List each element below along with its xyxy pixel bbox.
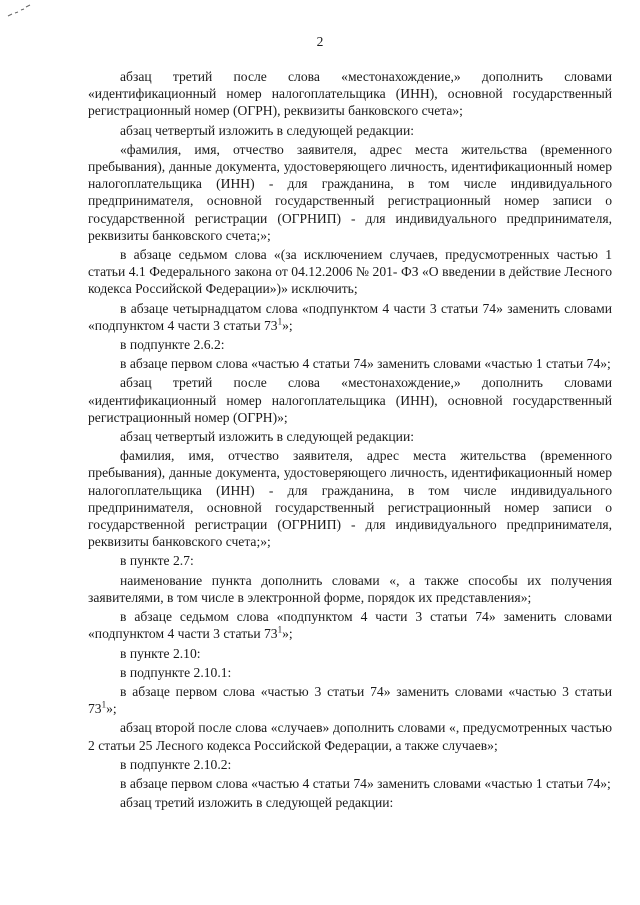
- paragraph: в пункте 2.7:: [120, 553, 194, 569]
- paragraph: абзац четвертый изложить в следующей редакции:: [120, 122, 415, 138]
- paragraph: абзац третий после слова «местонахождение,» дополнить словами «идентификационный номер налогоплательщика (ИНН), основной государственный регистрационный номер (ОГРН), реквизиты банковского счета»;: [88, 69, 612, 119]
- paragraph: абзац четвертый изложить в следующей редакции:: [120, 429, 415, 445]
- paragraph: в абзаце седьмом слова «(за исключением случаев, предусмотренных частью 1 статьи 4.1 Федерального закона от 04.12.2006 № 201- ФЗ «О введении в действие Лесного кодекса Российской Федерации»)» исключить;: [88, 247, 612, 297]
- paragraph: в подпункте 2.10.2:: [120, 756, 232, 772]
- paragraph: в абзаце первом слова «частью 4 статьи 74» заменить словами «частью 1 статьи 74»;: [120, 775, 611, 791]
- paragraph: абзац третий после слова «местонахождение,» дополнить словами «идентификационный номер налогоплательщика (ИНН), основной государственный регистрационный номер (ОГРН)»;: [88, 375, 612, 425]
- paragraph: «фамилия, имя, отчество заявителя, адрес места жительства (временного пребывания), данные документа, удостоверяющего личность, идентификационный номер налогоплательщика (ИНН) - для гражданина, в том числе индивидуального предпринимателя, основной государственный регистрационный номер записи о государственной регистрации (ОГРНИП) - для индивидуального предпринимателя, реквизиты банковского счета;»;: [88, 141, 612, 243]
- paragraph: в пункте 2.10:: [120, 645, 201, 661]
- paragraph: в подпункте 2.10.1:: [120, 664, 232, 680]
- paragraph: абзац второй после слова «случаев» дополнить словами «, предусмотренных частью 2 статьи 25 Лесного кодекса Российской Федерации, а также случаев»;: [88, 720, 612, 753]
- paragraph: в абзаце четырнадцатом слова «подпунктом 4 части 3 статьи 74» заменить словами «подпунктом 4 части 3 статьи $73^1$»;: [88, 300, 612, 333]
- scan-artifact-mark: [6, 4, 32, 20]
- paragraph: фамилия, имя, отчество заявителя, адрес места жительства (временного пребывания), данные документа, удостоверяющего личность, идентификационный номер налогоплательщика (ИНН) - для гражданина, в том числе индивидуального предпринимателя, основной государственный регистрационный номер записи о государственной регистрации (ОГРНИП) - для индивидуального предпринимателя, реквизиты банковского счета;»;: [88, 448, 612, 550]
- paragraph: в абзаце седьмом слова «подпунктом 4 части 3 статьи 74» заменить словами «подпунктом 4 части 3 статьи $73^1$»;: [88, 609, 612, 642]
- page-number: 2: [316, 34, 324, 49]
- document-body: [88, 68, 612, 813]
- paragraph: наименование пункта дополнить словами «, а также способы их получения заявителями, в том числе в электронной форме, порядок их представления»;: [88, 572, 612, 605]
- paragraph: в абзаце первом слова «частью 4 статьи 74» заменить словами «частью 1 статьи 74»;: [120, 356, 611, 372]
- paragraph: в подпункте 2.6.2:: [120, 337, 225, 353]
- paragraph: абзац третий изложить в следующей редакции:: [120, 795, 394, 811]
- paragraph: в абзаце первом слова «частью 3 статьи 74» заменить словами «частью 3 статьи $73^1$»;: [88, 683, 612, 717]
